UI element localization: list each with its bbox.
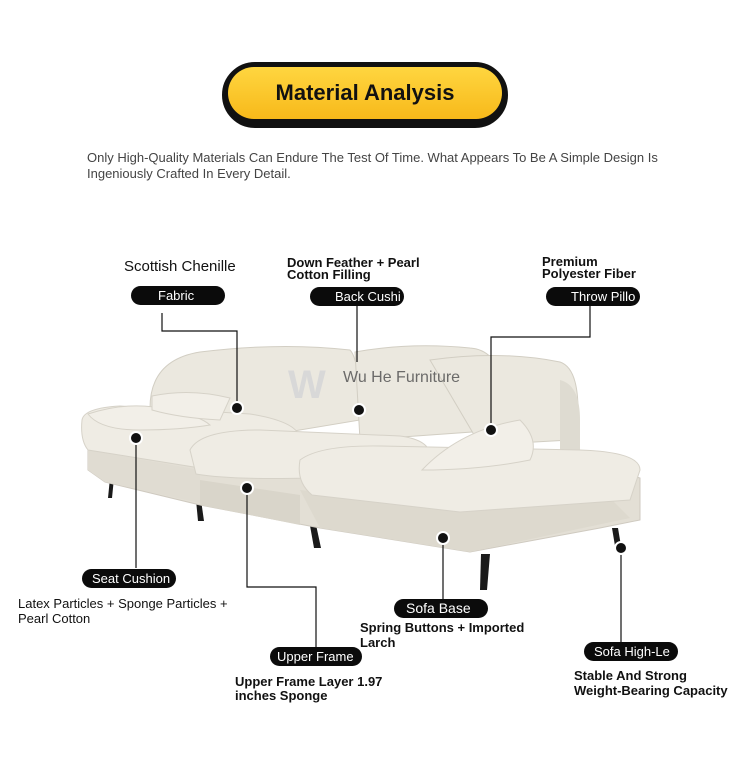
- upper-frame-pill: Upper Frame: [270, 647, 362, 666]
- upper-frame-desc-line1: Upper Frame Layer 1.97: [235, 674, 383, 689]
- sofa-legs-desc-line1: Stable And Strong: [574, 668, 687, 683]
- page-title: Material Analysis: [275, 80, 455, 105]
- back-cushion-pill: Back Cushi: [310, 287, 404, 306]
- intro-text: Only High-Quality Materials Can Endure The Test Of Time. What Appears To Be A Simple Design Is Ingeniously Crafted In Every Detail.: [87, 150, 658, 181]
- sofa-legs-pill: Sofa High-Le: [584, 642, 678, 661]
- watermark-logo: W: [288, 363, 326, 407]
- throw-pillow-pill: Throw Pillo: [546, 287, 640, 306]
- sofa-base-desc-line1: Spring Buttons + Imported: [360, 620, 525, 635]
- fabric-pill: Fabric: [131, 286, 225, 305]
- seat-cushion-pill: Seat Cushion: [82, 569, 176, 588]
- sofa-legs-desc-line2: Weight-Bearing Capacity: [574, 683, 728, 698]
- back-cushion-heading-line1: Down Feather + Pearl: [287, 255, 420, 270]
- sofa-base-desc-line2: Larch: [360, 635, 396, 650]
- sofa-base-pill: Sofa Base: [394, 599, 488, 618]
- fabric-heading: Scottish Chenille: [124, 258, 236, 275]
- throw-pillow-heading-line2: Polyester Fiber: [542, 266, 636, 281]
- seat-cushion-desc-line1: Latex Particles + Sponge Particles +: [18, 596, 228, 611]
- seat-cushion-desc-line2: Pearl Cotton: [18, 611, 91, 626]
- upper-frame-desc-line2: inches Sponge: [235, 688, 328, 703]
- throw-pillow-heading-line1: Premium: [542, 254, 598, 269]
- watermark-text: Wu He Furniture: [343, 369, 461, 386]
- back-cushion-heading-line2: Cotton Filling: [287, 267, 371, 282]
